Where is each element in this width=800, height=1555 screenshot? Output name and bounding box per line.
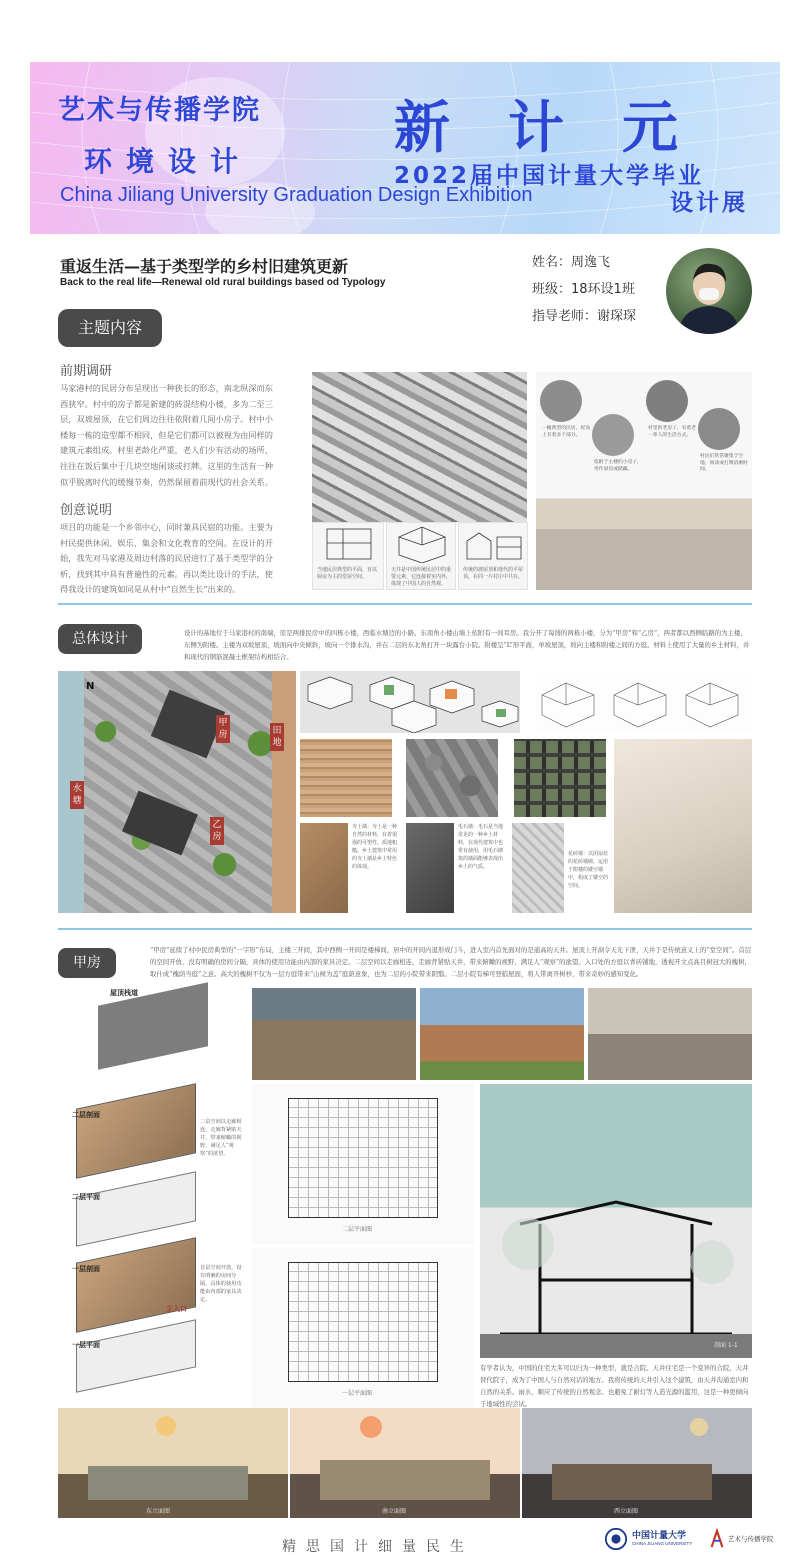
elevation-caption-2: 南立面图 (382, 1508, 407, 1515)
label-pond: 水塘 (70, 781, 84, 809)
student-advisor: 指导老师：谢琛琛 (532, 309, 637, 324)
material-pattern-brick (514, 739, 606, 817)
survey-caption-g: 村民们常常聚集于空地，闲谈或打牌消磨时间。 (700, 454, 748, 472)
floor1-plan-layer (76, 1319, 196, 1393)
interior-render (252, 988, 416, 1080)
material-rammed-earth (300, 739, 392, 817)
sunset-icon (360, 1416, 382, 1438)
massing-diagram-drawing (300, 671, 520, 733)
student-avatar (666, 248, 752, 334)
survey-photo-panel (536, 372, 752, 590)
stair-render (588, 988, 752, 1080)
floor2-section-label: 二层剖面 (72, 1111, 100, 1119)
plan-sketch-a (312, 522, 384, 590)
section-overall-pill: 总体设计 (58, 624, 142, 654)
section-caption: 剖面 1-1 (714, 1342, 738, 1349)
elevation-caption-1: 东立面图 (146, 1508, 171, 1515)
wall-detail-earth (300, 823, 348, 913)
university-logo (604, 1526, 704, 1552)
survey-circle-photo-1 (540, 380, 582, 422)
idea-text: 项目的功能是一个乡邻中心，同时兼具民宿的功能。主要为村民提供休闲、娱乐、集会和文化教育的空间。在设计的开始，我先对马家港及周边村落的民居进行了基于类型学的分析，找到其中具有普遍性的元素。再以类比设计的手法，使得我设计的建筑如同是从村中“自然生长”出来的。 (60, 522, 273, 595)
survey-caption-f: 村里的老房子，有着老一辈人的生活方式。 (648, 426, 696, 438)
survey-heading: 前期调研 (60, 364, 113, 379)
label-jia: 甲房 (216, 715, 230, 743)
elevation-building-3 (552, 1464, 712, 1500)
student-class: 班级：18环设1班 (532, 282, 635, 297)
caption-c: 传统的坡屋顶和现代的平屋顶，在同一片村庄中共存。 (463, 567, 524, 580)
field-strip (272, 671, 296, 913)
floor1-plan-label: 一层平面 (72, 1341, 100, 1349)
axon-sketch-b-drawing (387, 523, 457, 563)
floor2-plan-grid (288, 1098, 438, 1218)
major-name: 环境设计 (84, 145, 253, 178)
floor1-plan-grid (288, 1262, 438, 1382)
avatar-portrait (666, 248, 752, 334)
site-plan (58, 671, 296, 913)
survey-caption-e: 依附于主楼的小房子，用作厨房或储藏。 (594, 460, 642, 472)
floor1-section-layer (76, 1237, 196, 1333)
elevation-panel-1 (58, 1408, 288, 1518)
section-jia-pill: 甲房 (58, 948, 116, 978)
caption-b: 天井是中国传统民居中的重要元素，它连接着室内外，体现了中国人的自然观。 (391, 567, 452, 587)
moon-icon (690, 1418, 708, 1436)
material-rubble-stone (406, 739, 498, 817)
brand-title: 新计元 (394, 96, 736, 161)
main-entry-label: 主入口 (166, 1305, 187, 1313)
elevation-building-1 (88, 1466, 248, 1500)
jia-text: “甲房”延续了村中民房典型的“一字形”布局，主楼三开间，其中西侧一开间是楼梯间，居中的开间内退形成门斗，进入室内首先面对的是通高的天井。屋顶上开洞令天光下泄，天井于是传统意义上的“堂空间”。首层的空间开放，没有明确的房间分隔，具体的使用功能由内部的家具决定。二层空间以走廊相连，走廊背紧贴天井，带来俯瞰的视野，满足人“观察”的欲望。入口处的方庭以青砖铺地，透视开文点高且树冠大的槐树，取什成“槐荫当庭”之意。高大的槐树不仅为一层方庭带来“山树为盖”庭荫意象，也为二层的小院带来阴翳。二层小院有梯可登临屋面，将人带离开树杪，带来奇妙的感知变化。 (150, 946, 752, 978)
axon-line-drawings (536, 671, 752, 733)
exploded-axonometric (58, 988, 246, 1386)
school-name: 艺术与传播学院 (58, 95, 261, 126)
material-note-brick: 花砖墙：以团扇状的花砖墙砌，运用于附楼的镂空墙中，构成了镂空的空间。 (568, 851, 609, 889)
material-note-earth: 夯土墙：夯土是一种自然的材料，有着很强的可塑性，质地粗糙。乡土建筑中常用的夯土墙是乡土特色的体现。 (352, 824, 398, 870)
elevation-panel-2 (290, 1408, 520, 1518)
aerial-photo (312, 372, 527, 522)
section-drawing-svg (480, 1084, 752, 1358)
label-yi: 乙房 (210, 817, 224, 845)
section-drawing (480, 1084, 752, 1358)
sun-icon (156, 1416, 176, 1436)
university-emblem-icon (604, 1527, 628, 1551)
floor1-note: 首层空间开放，没有明确的房间分隔，具体的使用功能由内部的家具决定。 (200, 1265, 242, 1303)
overall-text: 设计的基地位于马家港村的南端，原是两排民房中的四栋小楼，西临水塘边的小路。东南角小楼山墙上依附有一间耳房。我分开了每排的两栋小楼，分为“甲房”和“乙房”，两者都以西侧临路的为主楼，东侧为附楼。主楼为双坡屋顶，坡面向中央倾斜，坡向一个排水沟，并在二层的东北角打开一块露台小院。附楼呈“L”形平面，单坡屋顶，坡向主楼和附楼之间的方庭。材料上使用了大量的乡土材料，并和现代的钢筋混凝土框架结构相结合。 (184, 629, 750, 661)
north-arrow: N (86, 681, 95, 692)
massing-diagram (300, 671, 520, 733)
college-emblem-icon (708, 1527, 726, 1551)
section-text: 有学者认为，中国的住宅大多可以归为一种类型，就是合院。天井住宅是一个变异的合院，天井替代院子，成为了中国人与自然对话的地方。我将传统的天井引入这个建筑，由天井沟通室内和自然的关系。雨水，顺应了传统的自然观念。也避免了耐灯等人造光源的滥用，这是一种更倾向于地域性的尝试。 (480, 1364, 749, 1408)
floor1-plan-caption: 一层平面图 (342, 1390, 373, 1397)
floor2-plan-label: 二层平面 (72, 1193, 100, 1201)
elevation-sketch-c (458, 522, 528, 590)
floor2-plan-caption: 二层平面图 (342, 1226, 373, 1233)
exterior-render (420, 988, 584, 1080)
building-jia (151, 690, 225, 759)
elevation-sketch-c-drawing (459, 523, 529, 563)
elevation-caption-3: 西立面图 (614, 1508, 639, 1515)
survey-text: 马家港村的民居分布呈现出一种狭长的形态，南北纵深而东西狭窄。村中的房子都是新建的砖混结构小楼，多为二至三层，双坡屋顶，在它们周边往往依附着几间小房子。村中小楼每一栋的造型都不相同，但是它们都可以被视为由同样的建筑元素组成。村里老龄化严重，老人们少有活动的场所，往往在饭后集中于几块空地闲谈或打牌。这里的生活有一种似乎脱离时代的缓慢节奏，仍然保留着前现代的社会关系。 (60, 383, 273, 487)
building-yi (122, 791, 198, 856)
elevation-strip (58, 1408, 752, 1518)
idea-heading: 创意说明 (60, 503, 113, 518)
survey-circle-photo-2 (592, 414, 634, 456)
college-logo-text: 艺术与传播学院 (728, 1535, 774, 1543)
project-title: 重返生活—基于类型学的乡村旧建筑更新 (60, 257, 349, 276)
floor2-plan-drawing (252, 1084, 474, 1244)
roof-walk-label: 屋顶栈道 (110, 989, 138, 997)
event-title-line2: 设计展 (670, 190, 748, 216)
axon-line-drawings-svg (536, 671, 752, 733)
wall-detail-brick (512, 823, 564, 913)
elevation-panel-3 (522, 1408, 752, 1518)
caption-a: 当地民居典型的平面，有以厨房为主的堂屋空间。 (317, 567, 378, 580)
english-title: China Jiliang University Graduation Design Exhibition (60, 184, 533, 206)
footer-motto: 精思国计细量民生 (282, 1539, 474, 1555)
project-subtitle: Back to the real life—Renewal old rural buildings based od Typology (60, 277, 386, 288)
survey-circle-photo-3 (646, 380, 688, 422)
divider-1 (58, 603, 752, 605)
floor1-section-label: 一层剖面 (72, 1265, 100, 1273)
site-model-photo (614, 739, 752, 913)
elevation-building-2 (320, 1460, 490, 1500)
plan-sketch-a-drawing (313, 523, 385, 563)
floor2-note: 二层空间以走廊相连，走廊背紧贴天井，带来俯瞰的视野，满足人“观察”的欲望。 (200, 1119, 242, 1157)
university-logo-text: 中国计量大学 (632, 1531, 687, 1541)
floor1-plan-drawing (252, 1248, 474, 1408)
axon-sketch-b (386, 522, 456, 590)
survey-circle-photo-4 (698, 408, 740, 450)
floor2-plan-layer (76, 1171, 196, 1247)
header-banner (30, 62, 780, 234)
event-title-line1: 2022届中国计量大学毕业 (394, 163, 705, 189)
material-note-stone: 毛石墙：毛石是当地常见的一种乡土材料，在现代建筑中也常有使用，用毛石砌筑的墙面能够表现出乡土的气质。 (458, 824, 504, 870)
student-name: 姓名：周逸飞 (532, 255, 611, 270)
college-logo (708, 1526, 772, 1552)
university-logo-en: CHINA JILIANG UNIVERSITY (632, 1541, 693, 1546)
divider-2 (58, 928, 752, 930)
section-theme-pill: 主题内容 (58, 309, 162, 347)
label-field: 田地 (270, 723, 284, 751)
survey-caption-d: 一幢典型的民居，屋顶上有着多个部分。 (542, 426, 590, 438)
floor2-section-layer (76, 1083, 196, 1179)
wall-detail-stone (406, 823, 454, 913)
